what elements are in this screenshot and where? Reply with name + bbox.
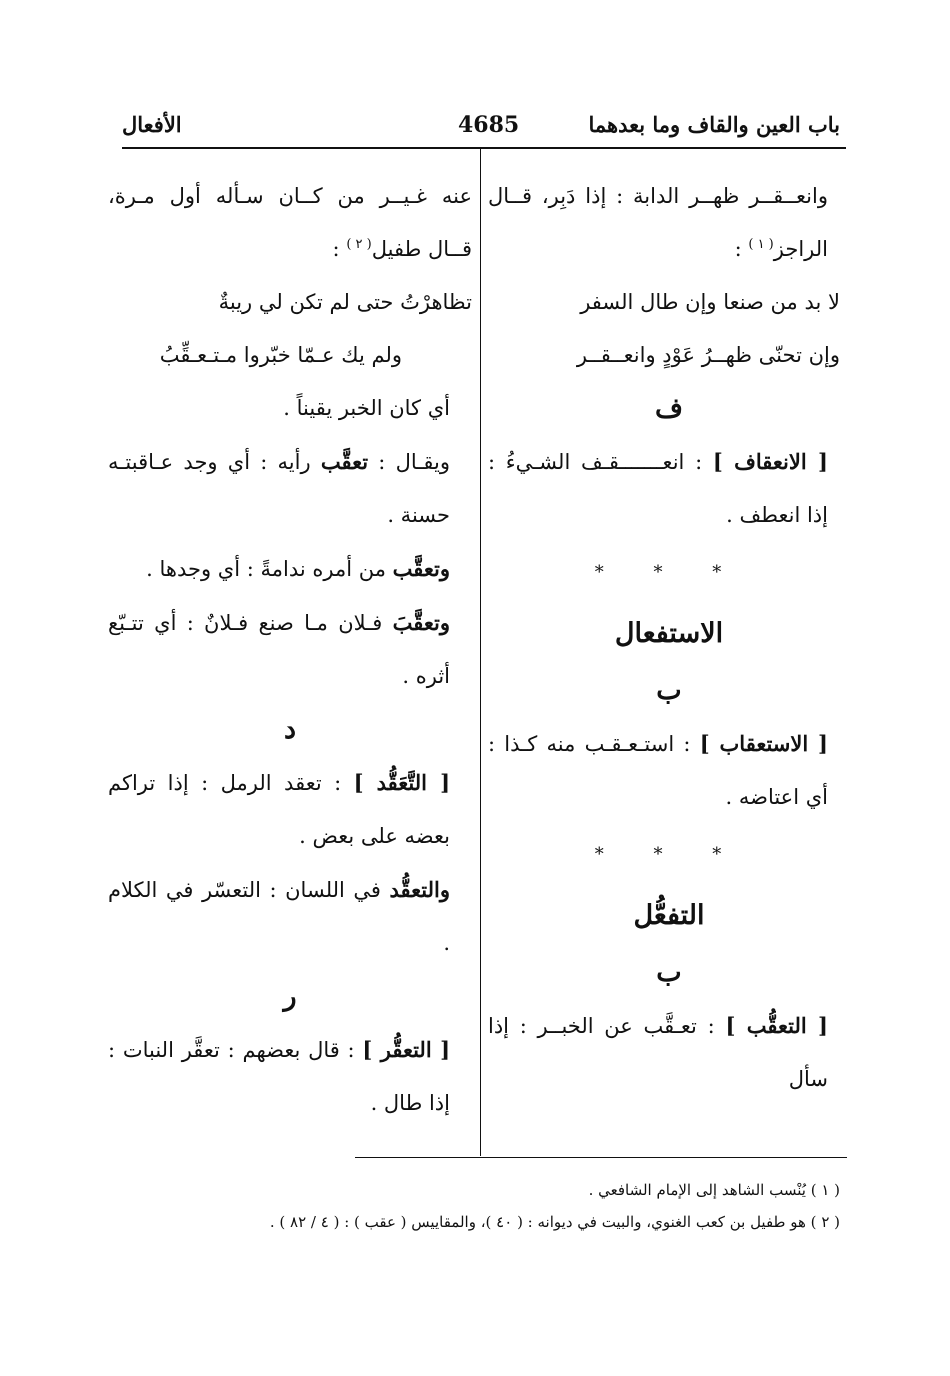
chapter-title: باب العين والقاف وما بعدهما [588, 112, 840, 137]
entry [108, 756, 472, 863]
paragraph: أي كان الخبر يقيناً . [283, 396, 450, 420]
left-column [108, 170, 472, 1130]
entry-term: وتعقَّب [392, 556, 450, 581]
paragraph-text: وانعــقــر ظهــر الدابة : إذا دَبِر، قــال الراجز [488, 184, 828, 261]
entry-term: [ التعقُّر ] [362, 1037, 450, 1062]
footnote-rule [355, 1157, 847, 1158]
entry [108, 863, 472, 970]
header-rule [122, 147, 846, 149]
column-separator [480, 149, 481, 1156]
entry [488, 999, 850, 1106]
letter-heading: د [283, 714, 297, 745]
letter-heading: ف [655, 393, 683, 424]
paragraph [108, 170, 472, 276]
section-heading: التفعُّل [633, 900, 705, 931]
entry-text: من أمره ندامةً : أي وجدها . [146, 557, 393, 581]
entry [108, 1023, 472, 1130]
paragraph-text: : [332, 237, 347, 261]
entry [108, 435, 472, 542]
section-heading: الاستفعال [614, 618, 724, 649]
entry-term: وتعقَّبَ [392, 610, 450, 635]
section-title: الأفعال [122, 112, 182, 137]
verse-line: لا بد من صنعا وإن طال السفر [580, 290, 840, 314]
entry [488, 717, 850, 824]
entry-text: : قال بعضهم : تعقَّر النبات : إذا طال . [108, 1038, 450, 1115]
right-column [488, 170, 850, 1106]
entry [108, 542, 472, 596]
letter-heading: ر [283, 981, 297, 1012]
footnote-ref: ( ١ ) [748, 237, 774, 252]
entry-text: فـلان مـا صنع فـلانٌ : أي تتـبّع أثره . [108, 611, 450, 688]
entry-text: : تعقد الرمل : إذا تراكم بعضه على بعض . [108, 771, 450, 848]
paragraph-text: عنه غـيــر من كــان سـأله أول مـرة، قــال طفيل [108, 184, 472, 261]
entry-text: : انعـــــــقـف الشـيءُ : إذا انعطف . [488, 450, 828, 527]
entry [488, 435, 850, 542]
footnote: ( ٢ ) هو طفيل بن كعب الغنوي، والبيت في ديوانه : ( ٤٠ )، والمقاييس ( عقب ) : ( ٤ / ٨٢ ) . [269, 1213, 840, 1231]
entry-term: [ التَّعَقُّد ] [353, 770, 451, 795]
footnote: ( ١ ) يُنْسب الشاهد إلى الإمام الشافعي . [588, 1181, 840, 1199]
verse-line: ولم يك عـمّا خبّروا مـتـعـقِّبُ [159, 343, 402, 367]
entry-term: [ الانعقاف ] [712, 449, 828, 474]
entry-text: في اللسان : التعسّر في الكلام . [108, 878, 450, 955]
entry [108, 596, 472, 703]
footnote-ref: ( ٢ ) [346, 237, 372, 252]
entry-text: رأيه : أي وجد عـاقبتـه حسنة . [108, 450, 450, 527]
letter-heading: ب [656, 675, 682, 706]
section-divider: * * * [594, 562, 744, 583]
entry-term: [ الاستعقاب ] [699, 731, 828, 756]
letter-heading: ب [656, 957, 682, 988]
entry-term: تعقَّب [320, 449, 369, 474]
paragraph-text: : [734, 237, 749, 261]
page-number: 4685 [458, 112, 520, 138]
entry-text: ويقـال : [368, 450, 450, 474]
section-divider: * * * [594, 844, 744, 865]
paragraph [488, 170, 850, 276]
entry-text: : استـعـقـب منه كـذا : أي اعتاضه . [488, 732, 828, 809]
entry-term: والتعقُّد [389, 877, 450, 902]
footnotes [110, 1174, 840, 1238]
entry-term: [ التعقُّب ] [725, 1013, 828, 1038]
entry-text: : تعـقَّب عن الخبــر : إذا سأل [488, 1014, 828, 1091]
verse-line: تظاهرْتُ حتى لم تكن لي ريبةٌ [218, 290, 472, 314]
verse-line: وإن تحنّى ظهــرُ عَوْدٍ وانعــقــر [576, 343, 840, 367]
